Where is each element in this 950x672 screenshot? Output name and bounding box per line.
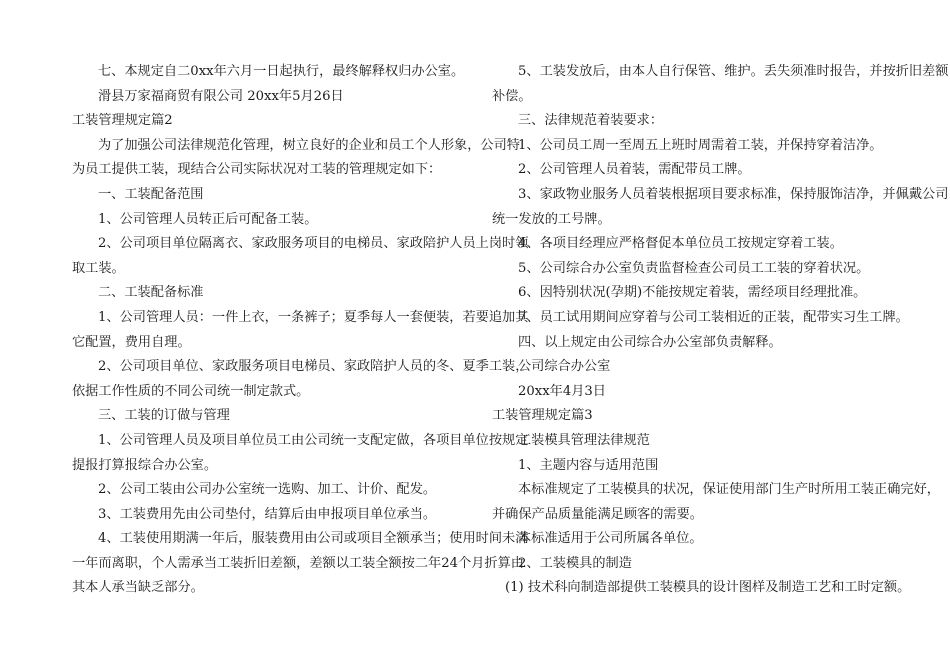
paragraph-line: 为员工提供工装，现结合公司实际状况对工装的管理规定如下： [72, 162, 442, 178]
paragraph-line: 7、员工试用期间应穿着与公司工装相近的正装，配带实习生工牌。 [518, 309, 909, 325]
paragraph-line: 工装管理规定篇3 [492, 408, 593, 424]
paragraph-line: 统一发放的工号牌。 [492, 211, 611, 227]
paragraph-line: 本标准适用于公司所属各单位。 [518, 531, 703, 547]
paragraph-line: 滑县万家福商贸有限公司 20xx年5月26日 [98, 88, 344, 104]
paragraph-line: 5、公司综合办公室负责监督检查公司员工工装的穿着状况。 [518, 260, 870, 276]
paragraph-line: 三、法律规范着装要求： [518, 113, 664, 129]
paragraph-line: 三、工装的订做与管理 [98, 408, 230, 424]
paragraph-line: 公司综合办公室 [518, 359, 611, 375]
paragraph-line: 5、工装发放后，由本人自行保管、维护。丢失须准时报告，并按折旧差额 [518, 64, 949, 79]
paragraph-line: 七、本规定自二0xx年六月一日起执行，最终解释权归办公室。 [98, 64, 465, 79]
paragraph-line: 1、公司管理人员：一件上衣，一条裤子；夏季每人一套便装，若要追加其 [98, 309, 529, 325]
paragraph-line: 1、公司管理人员转正后可配备工装。 [98, 211, 318, 227]
paragraph-line: 一年而离职，个人需承当工装折旧差额，差额以工装全额按二年24个月折算由 [72, 555, 524, 571]
paragraph-line: 1、公司管理人员及项目单位员工由公司统一支配定做，各项目单位按规定 [98, 432, 529, 448]
paragraph-line: 工装模具管理法律规范 [518, 432, 650, 448]
paragraph-line: 一、工装配备范围 [98, 186, 204, 202]
paragraph-line: 1、主题内容与适用范围 [518, 457, 659, 473]
paragraph-line: 它配置，费用自理。 [72, 334, 191, 350]
paragraph-line: 并确保产品质量能满足顾客的需要。 [492, 506, 703, 522]
paragraph-line: (1) 技术科向制造部提供工装模具的设计图样及制造工艺和工时定额。 [505, 580, 911, 596]
paragraph-line: 2、工装模具的制造 [518, 555, 632, 571]
paragraph-line: 二、工装配备标准 [98, 285, 204, 301]
paragraph-line: 工装管理规定篇2 [72, 113, 173, 129]
paragraph-line: 四、以上规定由公司综合办公室部负责解释。 [518, 334, 782, 350]
paragraph-line: 补偿。 [492, 88, 532, 104]
paragraph-line: 提报打算报综合办公室。 [72, 457, 218, 473]
paragraph-line: 2、公司工装由公司办公室统一选购、加工、计价、配发。 [98, 482, 437, 498]
paragraph-line: 4、工装使用期满一年后，服装费用由公司或项目全额承当；使用时间未满 [98, 531, 529, 547]
right-column [492, 60, 949, 601]
paragraph-line: 取工装。 [72, 260, 125, 276]
paragraph-line: 本标准规定了工装模具的状况，保证使用部门生产时所用工装正确完好， [518, 482, 940, 498]
paragraph-line: 依据工作性质的不同公司统一制定款式。 [72, 383, 310, 399]
paragraph-line: 20xx年4月3日 [518, 383, 606, 399]
paragraph-line: 2、公司项目单位隔离衣、家政服务项目的电梯员、家政陪护人员上岗时领 [98, 236, 529, 252]
paragraph-line: 1、公司员工周一至周五上班时周需着工装，并保持穿着洁净。 [518, 137, 883, 153]
paragraph-line: 为了加强公司法律规范化管理，树立良好的企业和员工个人形象，公司特 [98, 137, 520, 153]
paragraph-line: 3、工装费用先由公司垫付，结算后由申报项目单位承当。 [98, 506, 437, 522]
paragraph-line: 4、各项目经理应严格督促本单位员工按规定穿着工装。 [518, 236, 843, 252]
paragraph-line: 3、家政物业服务人员着装根据项目要求标准，保持服饰洁净，并佩戴公司 [518, 186, 949, 202]
paragraph-line: 6、因特别状况(孕期)不能按规定着装，需经项目经理批准。 [518, 285, 867, 301]
paragraph-line: 2、公司管理人员着装，需配带员工牌。 [518, 162, 751, 178]
paragraph-line: 其本人承当缺乏部分。 [72, 580, 204, 596]
paragraph-line: 2、公司项目单位、家政服务项目电梯员、家政陪护人员的冬、夏季工装， [98, 359, 529, 375]
